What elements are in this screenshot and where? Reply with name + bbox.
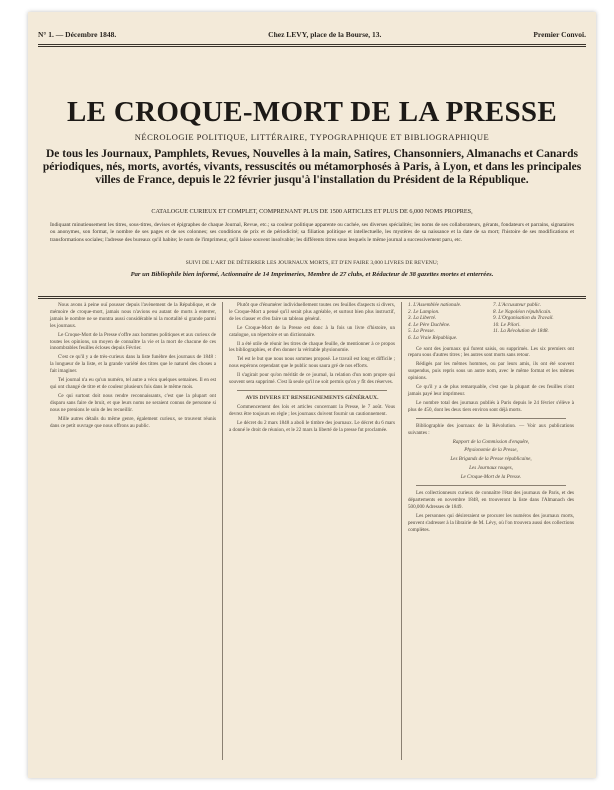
column-1	[44, 302, 223, 760]
paragraph: Nous avons à peine ouï pousser depuis l'avènement de la République, et de mémoire de croque-mort, jamais nous n'avions eu autant de morts à enterrer, jamais le nombre ne se montra aussi considérable ni la mortalité si grande parmi les journaux.	[50, 302, 216, 329]
issue-number: N° 1. — Décembre 1848.	[38, 30, 117, 39]
list-item: 11. La Révolution de 1848.	[493, 328, 549, 335]
section-divider	[416, 485, 566, 486]
catalogue-line: CATALOGUE CURIEUX ET COMPLET, COMPRENANT PLUS DE 1500 ARTICLES ET PLUS DE 6,000 NOMS PROPRES,	[151, 208, 473, 215]
list-item: 9. L'Organisation du Travail.	[493, 315, 554, 322]
reference-item: Les Brigands de la Presse républicaine,	[450, 456, 532, 463]
paragraph: Plutôt que d'énumérer individuellement toutes ces feuilles d'aspects si divers, le Croque-Mort a pensé qu'il serait plus agréable, et surtout bien plus instructif, de les classer et d'en faire un tableau général.	[229, 302, 395, 322]
paragraph: Ce sont des journaux qui furent saisis, ou supprimés. Les six premiers ont reparu sous d'autres titres ; les autres sont morts sans retour.	[408, 345, 574, 359]
paragraph: Tel journal n'a eu qu'un numéro, tel autre a vécu quelques semaines. Il en est qui ont changé de titre et de couleur plusieurs fois dans le même mois.	[50, 377, 216, 390]
paragraph: Le décret du 2 mars 1848 a aboli le timbre des journaux. Le décret du 6 mars a donné le droit de réunion, et le 22 mars la liberté de la presse fut proclamée.	[229, 419, 395, 433]
column-2	[223, 302, 402, 760]
paragraph: Les personnes qui désireraient se procurer les numéros des journaux morts, peuvent s'adresser à la librairie de M. Lévy, où l'on trouvera aussi des collections complètes.	[408, 512, 574, 533]
newspaper-page	[28, 12, 596, 778]
paragraph: Le nombre total des journaux publiés à Paris depuis le 24 février s'élève à plus de 450, dont les deux tiers environ sont déjà morts.	[408, 399, 574, 413]
list-item: 6. La Vraie République.	[408, 334, 458, 341]
paragraph: Il s'agirait pour qu'on méritât de ce journal, la relation d'un nom propre qui souvent sera supprimé. C'est là seule qu'il ne soit permis qu'on y fît des réserves.	[229, 372, 395, 386]
section-divider	[237, 390, 387, 391]
section-divider	[416, 418, 566, 419]
top-rule-double	[38, 46, 586, 47]
paragraph: Commencement des lois et articles concernant la Presse, le 7 août. Vous devrez être toujours en règle ; les journaux doivent fournir un cautionnement.	[229, 403, 395, 417]
intro-paragraph: Indiquant minutieusement les titres, sous-titres, devises et épigraphes de chaque Journal, Revue, etc.; sa couleur politique apparente ou cachée, ses diverses spécialités; les noms de ses collaborateurs, gérants, fondateurs et parrains, signataires ou anonymes, son format, le nombre de ses pages et de ses colonnes; ses conditions de prix et de périodicité; sa filiation politique et intellectuelle, les mystères de sa naissance et la date de sa mort; l'histoire de ses modifications et transformations sociales; l'adresse des bureaux qu'il habite; le nom de l'imprimeur, qu'il laisse souvent insolvable; les différents titres sous lesquels le même journal a successivement paru, etc.	[50, 222, 574, 243]
top-rule	[38, 44, 586, 45]
newspaper-title: LE CROQUE-MORT DE LA PRESSE	[67, 96, 557, 128]
section-title: AVIS DIVERS ET RENSEIGNEMENTS GÉNÉRAUX.	[245, 394, 379, 401]
author-line: Par un Bibliophile bien informé, Actionnaire de 14 Imprimeries, Membre de 27 clubs, et Rédacteur de 38 gazettes mortes et enterrées.	[130, 271, 494, 278]
list-item: 2. Le Lampion.	[408, 308, 440, 315]
reference-item: Le Croque-Mort de la Presse.	[460, 474, 522, 481]
body-rule-double	[38, 298, 586, 299]
article-columns	[44, 302, 580, 760]
paragraph: Le Croque-Mort de la Presse s'offre aux hommes politiques et aux curieux de toutes les opinions, un moyen de connaître la vie et la mort de chacune de ces innombrables feuilles écloses depuis Février.	[50, 331, 216, 352]
list-item: 10. Le Pilori.	[493, 321, 521, 328]
paragraph: Tel est le but que nous nous sommes proposé. Le travail est long et difficile ; nous espérons cependant que le public nous saura gré de nos efforts.	[229, 356, 395, 370]
section-title: Bibliographie des journaux de la Révolution. — Voir aux publications suivantes :	[408, 422, 574, 436]
reference-item: Rapport de la Commission d'enquête,	[452, 438, 530, 445]
masthead-info-row	[38, 30, 586, 42]
list-item: 3. La Liberté.	[408, 315, 437, 322]
publisher-address: Chez LEVY, place de la Bourse, 13.	[268, 30, 382, 39]
paragraph: Le Croque-Mort de la Presse est donc à la fois un livre d'histoire, un catalogue, un répertoire et un dictionnaire.	[229, 324, 395, 338]
reference-item: Les Journaux rouges,	[469, 465, 513, 472]
list-item: 4. Le Père Duchêne.	[408, 321, 451, 328]
paragraph: C'est ce qu'il y a de très-curieux dans la liste funèbre des journaux de 1848 : la longueur de la liste, et la grande variété des titres que le naturel des choses a fait imaginer.	[50, 354, 216, 375]
newspaper-subtitle: NÉCROLOGIE POLITIQUE, LITTÉRAIRE, TYPOGRAPHIQUE ET BIBLIOGRAPHIQUE	[134, 132, 490, 142]
list-item: 1. L'Assemblée nationale.	[408, 302, 462, 308]
paragraph: Rédigés par les mêmes hommes, ou par leurs amis, ils ont été souvent suspendus, puis repris sous un autre nom, avec le même format et les mêmes opinions.	[408, 361, 574, 382]
paragraph: Ce qu'il y a de plus remarquable, c'est que la plupart de ces feuilles n'ont jamais payé leur imprimeur.	[408, 384, 574, 397]
journal-list	[408, 302, 574, 342]
paragraph: Il a été utile de réunir les titres de chaque feuille, de mentionner à ce propos les bibliographies, et d'en donner la véritable physionomie.	[229, 340, 395, 354]
list-item: 5. La Presse.	[408, 328, 435, 335]
reference-item: Physionomie de la Presse,	[464, 447, 518, 454]
list-item: 7. L'Accusateur public.	[493, 302, 542, 308]
edition-label: Premier Convoi.	[533, 30, 586, 39]
newspaper-description: De tous les Journaux, Pamphlets, Revues, Nouvelles à la main, Satires, Chansonniers, Almanachs et Canards périodiques, nés, morts, avortés, vivants, ressuscités ou métamorphosés à Paris, à Lyon, et dans les principales villes de France, depuis le 22 février jusqu'à l'installation du Président de la République.	[42, 148, 582, 186]
body-rule	[38, 296, 586, 297]
paragraph: Les collectionneurs curieux de connaître l'état des journaux de Paris, et des départements en novembre 1848, en trouveront la liste dans l'Almanach des 500,000 Adresses de 1849.	[408, 490, 574, 510]
paragraph: Mille autres détails du même genre, également curieux, se trouvent réunis dans ce petit ouvrage que nous offrons au public.	[50, 415, 216, 429]
suivi-line: SUIVI DE L'ART DE DÉTERRER LES JOURNAUX MORTS, ET D'EN FAIRE 3,000 LIVRES DE REVENU;	[185, 260, 439, 266]
list-item: 8. Le Napoléon républicain.	[493, 308, 552, 315]
paragraph: Ce qui surtout doit nous rendre reconnaissants, c'est que la plupart ont disparu sans faire de bruit, et que leurs noms ne seraient connus de personne si nous ne prenions le soin de les recueillir.	[50, 392, 216, 413]
column-3	[402, 302, 580, 760]
